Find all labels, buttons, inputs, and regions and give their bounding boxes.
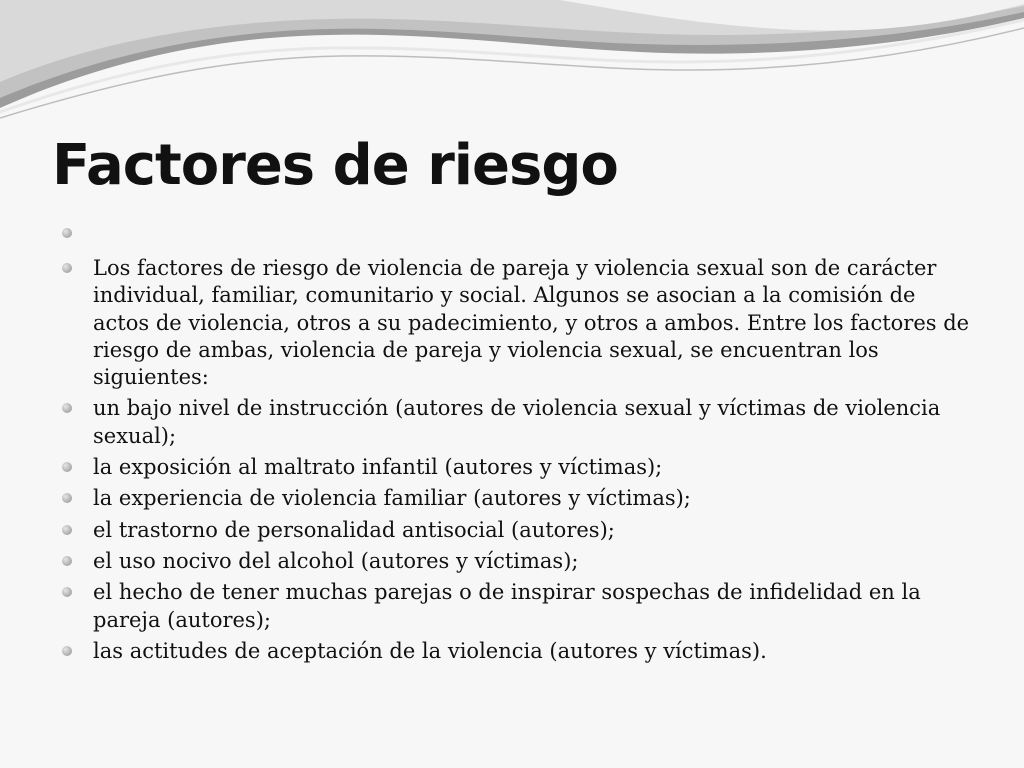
list-item-text: el hecho de tener muchas parejas o de inspirar sospechas de infidelidad en la pareja (autores); <box>93 580 921 632</box>
slide-title: Factores de riesgo <box>52 133 618 198</box>
list-item <box>62 220 972 247</box>
bullet-icon <box>62 587 72 597</box>
bullet-icon <box>62 263 72 273</box>
list-item-text: el trastorno de personalidad antisocial (autores); <box>93 517 615 542</box>
list-item-text: las actitudes de aceptación de la violencia (autores y víctimas). <box>93 638 767 663</box>
header-wave-decoration <box>0 0 1024 130</box>
list-item-text: un bajo nivel de instrucción (autores de violencia sexual y víctimas de violencia sexual); <box>93 396 941 448</box>
bullet-icon <box>62 646 72 656</box>
list-item <box>62 548 972 575</box>
bullet-icon <box>62 462 72 472</box>
list-item <box>62 395 972 450</box>
list-item-text: el uso nocivo del alcohol (autores y víctimas); <box>93 548 579 573</box>
list-item <box>62 579 972 634</box>
bullet-list <box>62 220 972 669</box>
list-item-text: la experiencia de violencia familiar (autores y víctimas); <box>93 486 691 511</box>
list-item-text: Los factores de riesgo de violencia de pareja y violencia sexual son de carácter individual, familiar, comunitario y social. Algunos se asocian a la comisión de actos de violencia, otros a su padecimiento, y otros a ambos. Entre los factores de riesgo de ambas, violencia de pareja y violencia sexual, se encuentran los siguientes: <box>93 256 970 390</box>
list-item-text: la exposición al maltrato infantil (autores y víctimas); <box>93 455 663 480</box>
list-item <box>62 517 972 544</box>
list-item <box>62 638 972 665</box>
bullet-icon <box>62 228 72 238</box>
list-item <box>62 454 972 481</box>
list-item <box>62 255 972 391</box>
bullet-icon <box>62 403 72 413</box>
bullet-icon <box>62 493 72 503</box>
bullet-icon <box>62 525 72 535</box>
bullet-icon <box>62 556 72 566</box>
list-item <box>62 485 972 512</box>
